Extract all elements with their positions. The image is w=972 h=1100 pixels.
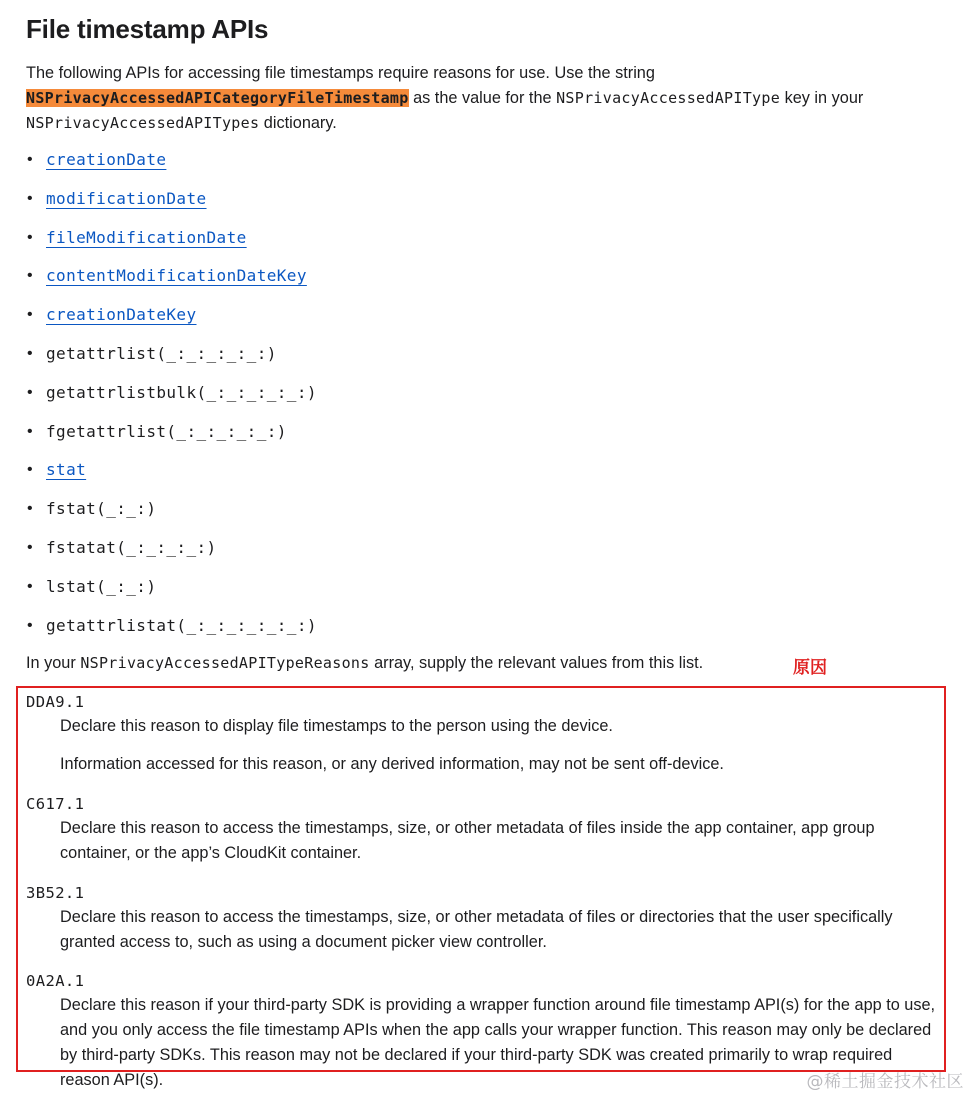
reason-description: Declare this reason to access the timestamps, size, or other metadata of files inside the app container, app group container, or the app’s CloudKit container. (60, 819, 875, 862)
page-title: File timestamp APIs (26, 14, 269, 44)
api-link-filemodificationdate[interactable]: fileModificationDate (46, 227, 247, 247)
list-item (26, 381, 317, 420)
category-highlight: NSPrivacyAccessedAPICategoryFileTimestamp (26, 89, 409, 107)
bullet: • (27, 267, 33, 285)
reason-code: DDA9.1 (26, 693, 85, 711)
api-link-modificationdate[interactable]: modificationDate (46, 188, 207, 208)
reason-description: Declare this reason if your third-party SDK is providing a wrapper function around file timestamp API(s) for the app to use, and you only access the file timestamp APIs when the app calls your wrapper function. This reason may only be declared by third-party SDKs. This reason may not be declared if your third-party SDK was created primarily to wrap required reason API(s). (60, 996, 936, 1089)
reason-code: 0A2A.1 (26, 972, 85, 990)
list-item (26, 148, 317, 187)
reason-annotation-label: 原因 (793, 658, 827, 678)
intro-text-3: key in your (780, 89, 864, 107)
bullet: • (27, 422, 33, 440)
api-type-key: NSPrivacyAccessedAPIType (556, 89, 781, 107)
list-item (26, 575, 317, 614)
reason-code: 3B52.1 (26, 884, 85, 902)
bullet: • (27, 500, 33, 518)
intro-text-4: dictionary. (259, 114, 337, 132)
reason-note: Information accessed for this reason, or any derived information, may not be sent off-device. (60, 755, 724, 773)
api-lstat: lstat(_:_:) (46, 576, 157, 596)
reason-entry (26, 792, 946, 866)
api-link-contentmodificationdatekey[interactable]: contentModificationDateKey (46, 266, 307, 286)
reason-entry (26, 690, 946, 777)
reasons-intro-text-1: In your (26, 654, 81, 672)
list-item (26, 226, 317, 265)
reason-description: Declare this reason to display file timestamps to the person using the device. (60, 717, 613, 735)
reason-description: Declare this reason to access the timestamps, size, or other metadata of files or directories that the user specifically granted access to, such as using a document picker view controller. (60, 908, 893, 951)
bullet: • (27, 383, 33, 401)
bullet: • (27, 306, 33, 324)
bullet: • (27, 228, 33, 246)
api-link-stat[interactable]: stat (46, 460, 87, 480)
intro-text-1: The following APIs for accessing file timestamps require reasons for use. Use the string (26, 64, 655, 82)
intro-text-2: as the value for the (408, 89, 557, 107)
api-getattrlistat: getattrlistat(_:_:_:_:_:_:) (46, 615, 317, 635)
list-item (26, 614, 317, 653)
site-watermark: @稀土掘金技术社区 (806, 1072, 964, 1092)
bullet: • (27, 461, 33, 479)
list-item (26, 420, 317, 459)
bullet: • (27, 189, 33, 207)
api-types-dictionary: NSPrivacyAccessedAPITypes (26, 114, 260, 132)
reason-code: C617.1 (26, 795, 85, 813)
api-getattrlistbulk: getattrlistbulk(_:_:_:_:_:) (46, 382, 317, 402)
api-fgetattrlist: fgetattrlist(_:_:_:_:_:) (46, 421, 287, 441)
bullet: • (27, 577, 33, 595)
reasons-intro (26, 651, 703, 675)
reason-entry (26, 881, 946, 955)
list-item (26, 342, 317, 381)
list-item (26, 458, 317, 497)
list-item (26, 187, 317, 226)
bullet: • (27, 344, 33, 362)
bullet: • (27, 616, 33, 634)
api-getattrlist: getattrlist(_:_:_:_:_:) (46, 343, 277, 363)
api-link-creationdate[interactable]: creationDate (46, 150, 167, 169)
intro-paragraph (26, 61, 926, 136)
list-item (26, 536, 317, 575)
reasons-intro-text-2: array, supply the relevant values from this list. (369, 654, 704, 672)
bullet: • (27, 151, 33, 168)
list-item (26, 497, 317, 536)
bullet: • (27, 538, 33, 556)
list-item (26, 303, 317, 342)
reasons-array-key: NSPrivacyAccessedAPITypeReasons (80, 654, 370, 672)
list-item (26, 264, 317, 303)
api-list (26, 148, 317, 652)
api-fstatat: fstatat(_:_:_:_:) (46, 537, 217, 557)
api-fstat: fstat(_:_:) (46, 499, 157, 519)
api-link-creationdatekey[interactable]: creationDateKey (46, 305, 197, 325)
